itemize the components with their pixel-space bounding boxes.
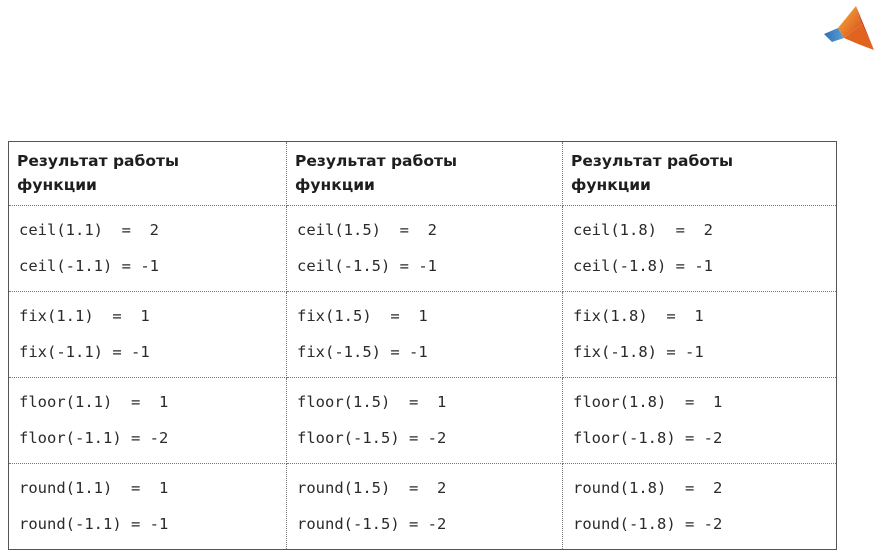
table-cell — [563, 292, 837, 378]
code-line: ceil(-1.5) = -1 — [297, 257, 437, 275]
code-line: fix(-1.1) = -1 — [19, 343, 150, 361]
code-line: floor(-1.8) = -2 — [573, 429, 723, 447]
code-line: floor(-1.5) = -2 — [297, 429, 447, 447]
code-line: ceil(1.5) = 2 — [297, 221, 437, 239]
code-line: fix(1.1) = 1 — [19, 307, 150, 325]
table-cell — [9, 206, 287, 292]
table-cell — [563, 378, 837, 464]
code-line: floor(-1.1) = -2 — [19, 429, 169, 447]
code-line: round(-1.1) = -1 — [19, 515, 169, 533]
table-cell — [563, 206, 837, 292]
table-header-row — [9, 142, 837, 206]
table-cell — [9, 378, 287, 464]
table-row-ceil — [9, 206, 837, 292]
table-cell — [563, 464, 837, 550]
table-cell — [287, 378, 563, 464]
column-header-line: Результат работы — [17, 152, 179, 170]
column-header-line: функции — [571, 176, 651, 194]
column-header — [563, 142, 837, 206]
table-row-round — [9, 464, 837, 550]
table-cell — [287, 292, 563, 378]
code-line: round(1.8) = 2 — [573, 479, 723, 497]
column-header — [9, 142, 287, 206]
code-line: round(-1.8) = -2 — [573, 515, 723, 533]
matlab-logo-icon — [822, 4, 876, 54]
rounding-functions-table — [8, 141, 837, 550]
table-cell — [287, 464, 563, 550]
code-line: round(1.5) = 2 — [297, 479, 447, 497]
code-line: ceil(-1.8) = -1 — [573, 257, 713, 275]
code-line: fix(1.5) = 1 — [297, 307, 428, 325]
code-line: ceil(1.8) = 2 — [573, 221, 713, 239]
column-header-line: функции — [295, 176, 375, 194]
code-line: fix(1.8) = 1 — [573, 307, 704, 325]
code-line: round(1.1) = 1 — [19, 479, 169, 497]
column-header — [287, 142, 563, 206]
code-line: ceil(-1.1) = -1 — [19, 257, 159, 275]
code-line: floor(1.5) = 1 — [297, 393, 447, 411]
column-header-line: функции — [17, 176, 97, 194]
column-header-line: Результат работы — [295, 152, 457, 170]
table-row-fix — [9, 292, 837, 378]
code-line: fix(-1.5) = -1 — [297, 343, 428, 361]
code-line: fix(-1.8) = -1 — [573, 343, 704, 361]
table-cell — [9, 464, 287, 550]
code-line: ceil(1.1) = 2 — [19, 221, 159, 239]
table-cell — [287, 206, 563, 292]
code-line: floor(1.1) = 1 — [19, 393, 169, 411]
table-row-floor — [9, 378, 837, 464]
code-line: round(-1.5) = -2 — [297, 515, 447, 533]
code-line: floor(1.8) = 1 — [573, 393, 723, 411]
column-header-line: Результат работы — [571, 152, 733, 170]
table-cell — [9, 292, 287, 378]
